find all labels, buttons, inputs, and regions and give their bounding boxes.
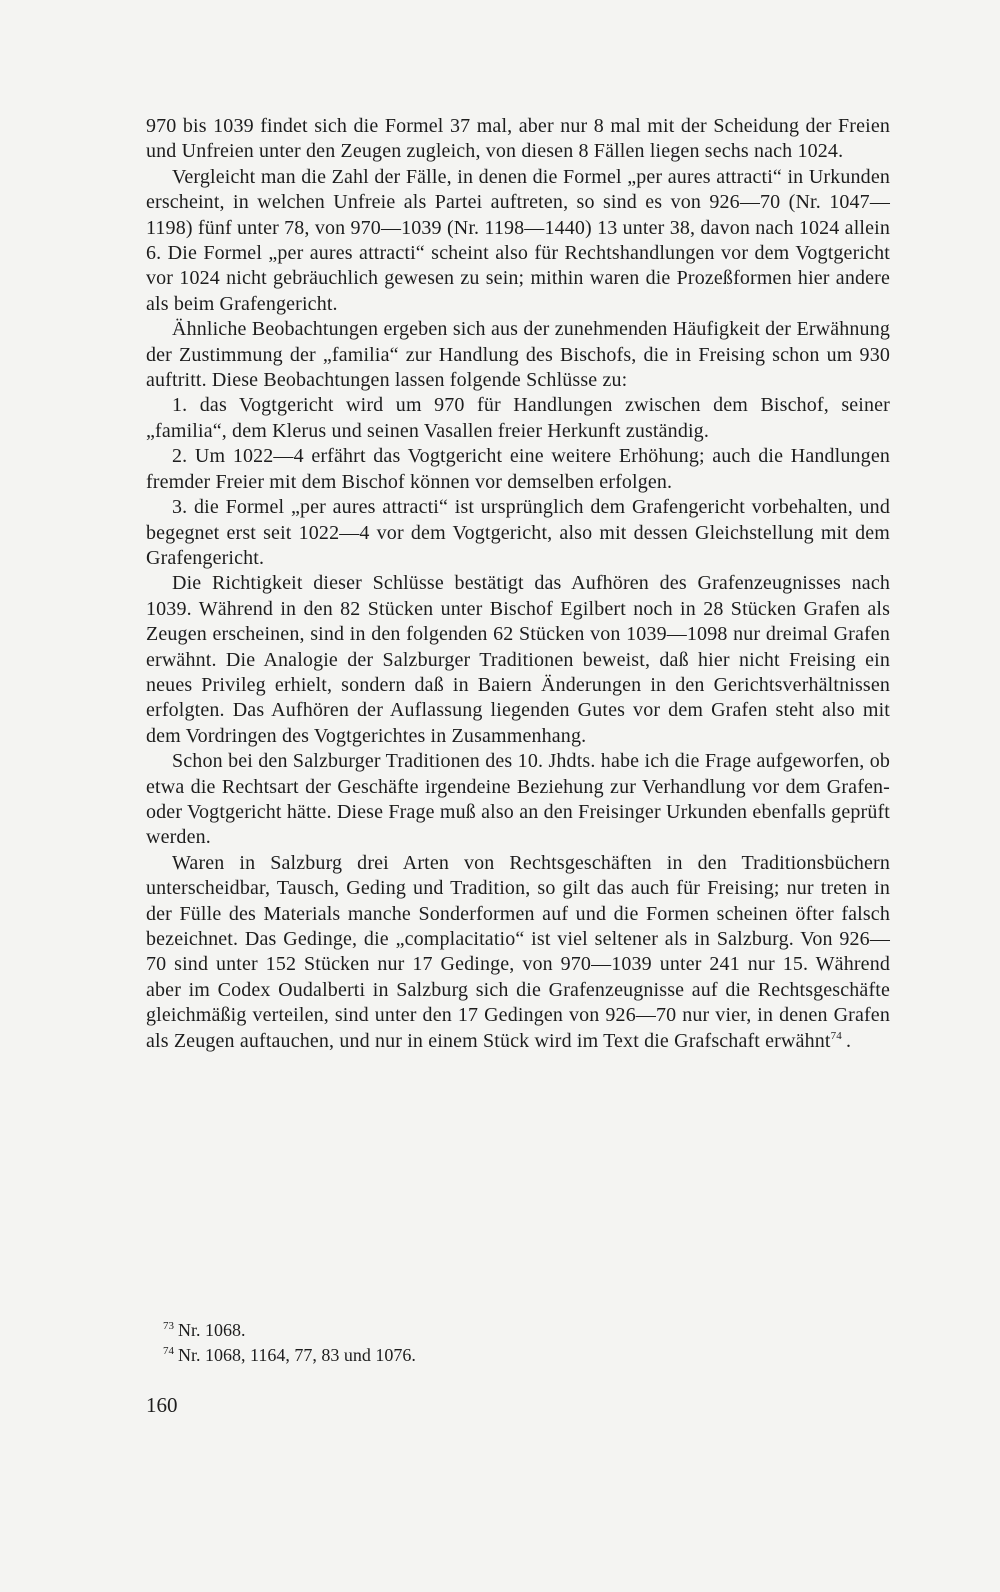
paragraph-2: Vergleicht man die Zahl der Fälle, in denen die Formel „per aures attracti“ in Urkunden erscheint, in welchen Unfreie als Partei auftreten, so sind es von 926—70 (Nr. 1047—1198) fünf unter 78, von 970—1039 (Nr. 1198—1440) 13 unter 38, davon nach 1024 allein 6. Die Formel „per aures attracti“ scheint also für Rechtshandlungen vor dem Vogtgericht vor 1024 nicht gebräuchlich gewesen zu sein; mithin waren die Prozeßformen hier andere als beim Grafengericht. — [146, 165, 890, 315]
conclusion-3: 3. die Formel „per aures attracti“ ist ursprünglich dem Grafengericht vorbehalten, und begegnet erst seit 1022—4 vor dem Vogtgericht, also mit dessen Gleichstellung mit dem Grafengericht. — [146, 496, 890, 569]
footnote-74 — [163, 1343, 863, 1368]
footnote-text: Nr. 1068, 1164, 77, 83 und 1076. — [178, 1345, 416, 1365]
paragraph-1: 970 bis 1039 findet sich die Formel 37 mal, aber nur 8 mal mit der Scheidung der Freien und Unfreien unter den Zeugen zugleich, von diesen 8 Fällen liegen sechs nach 1024. — [146, 115, 890, 163]
main-text — [146, 114, 890, 1054]
paragraph-4: Die Richtigkeit dieser Schlüsse bestätigt das Aufhören des Grafenzeugnisses nach 1039. Während in den 82 Stücken unter Bischof Egilbert noch in 28 Stücken Grafen als Zeugen erscheinen, sind in den folgenden 62 Stücken von 1039—1098 nur dreimal Grafen erwähnt. Die Analogie der Salzburger Traditionen beweist, daß hier nicht Freising ein neues Privileg erhielt, sondern daß in Baiern Änderungen in den Gerichtsverhältnissen erfolgten. Das Aufhören der Auflassung liegenden Gutes vor dem Grafen steht also mit dem Vordringen des Vogtgerichtes in Zusammenhang. — [146, 572, 890, 747]
page-number: 160 — [146, 1393, 178, 1417]
footnote-mark: 73 — [163, 1320, 174, 1332]
conclusion-1: 1. das Vogtgericht wird um 970 für Handlungen zwischen dem Bischof, seiner „familia“, dem Klerus und seinen Vasallen freier Herkunft zuständig. — [146, 394, 890, 442]
paragraph-6-text: Waren in Salzburg drei Arten von Rechtsgeschäften in den Traditionsbüchern unterscheidbar, Tausch, Geding und Tradition, so gilt das auch für Freising; nur treten in der Fülle des Materials manche Sonderformen auf und die Formen scheinen öfter falsch bezeichnet. Das Gedinge, die „complacitatio“ ist viel seltener als in Salzburg. Von 926—70 sind unter 152 Stücken nur 17 Gedinge, von 970—1039 unter 241 nur 15. Während aber im Codex Oudalberti in Salzburg sich die Grafenzeugnisse auf die Rechtsgeschäfte gleichmäßig verteilen, sind unter den 17 Gedingen von 926—70 nur vier, in denen Grafen als Zeugen auftauchen, und nur in einem Stück wird im Text die Grafschaft erwähnt — [146, 851, 890, 1052]
footnote-text: Nr. 1068. — [178, 1320, 246, 1340]
footnote-mark: 74 — [163, 1345, 174, 1357]
paragraph-6: Waren in Salzburg drei Arten von Rechtsgeschäften in den Traditionsbüchern unterscheidbar, Tausch, Geding und Tradition, so gilt das auch für Freising; nur treten in der Fülle des Materials manche Sonderformen auf und die Formen scheinen öfter falsch bezeichnet. Das Gedinge, die „complacitatio“ ist viel seltener als in Salzburg. Von 926—70 sind unter 152 Stücken nur 17 Gedinge, von 970—1039 unter 241 nur 15. Während aber im Codex Oudalberti in Salzburg sich die Grafenzeugnisse auf die Rechtsgeschäfte gleichmäßig verteilen, sind unter den 17 Gedingen von 926—70 nur vier, in denen Grafen als Zeugen auftauchen, und nur in einem Stück wird im Text die Grafschaft erwähnt$^{74}$ . — [146, 851, 890, 1052]
conclusion-2: 2. Um 1022—4 erfährt das Vogtgericht eine weitere Erhöhung; auch die Handlungen fremder Freier mit dem Bischof können vor demselben erfolgen. — [146, 445, 890, 493]
footnotes — [163, 1318, 863, 1368]
footnote-reference: 74 — [830, 1029, 842, 1042]
footnote-73 — [163, 1318, 863, 1343]
paragraph-3: Ähnliche Beobachtungen ergeben sich aus der zunehmenden Häufigkeit der Erwähnung der Zustimmung der „familia“ zur Handlung des Bischofs, die in Freising schon um 930 auftritt. Diese Beobachtungen lassen folgende Schlüsse zu: — [146, 318, 890, 392]
paragraph-5: Schon bei den Salzburger Traditionen des 10. Jhdts. habe ich die Frage aufgeworfen, ob etwa die Rechtsart der Geschäfte irgendeine Beziehung zur Verhandlung vor dem Grafen- oder Vogtgericht hätte. Diese Frage muß also an den Freisinger Urkunden ebenfalls geprüft werden. — [146, 750, 890, 849]
